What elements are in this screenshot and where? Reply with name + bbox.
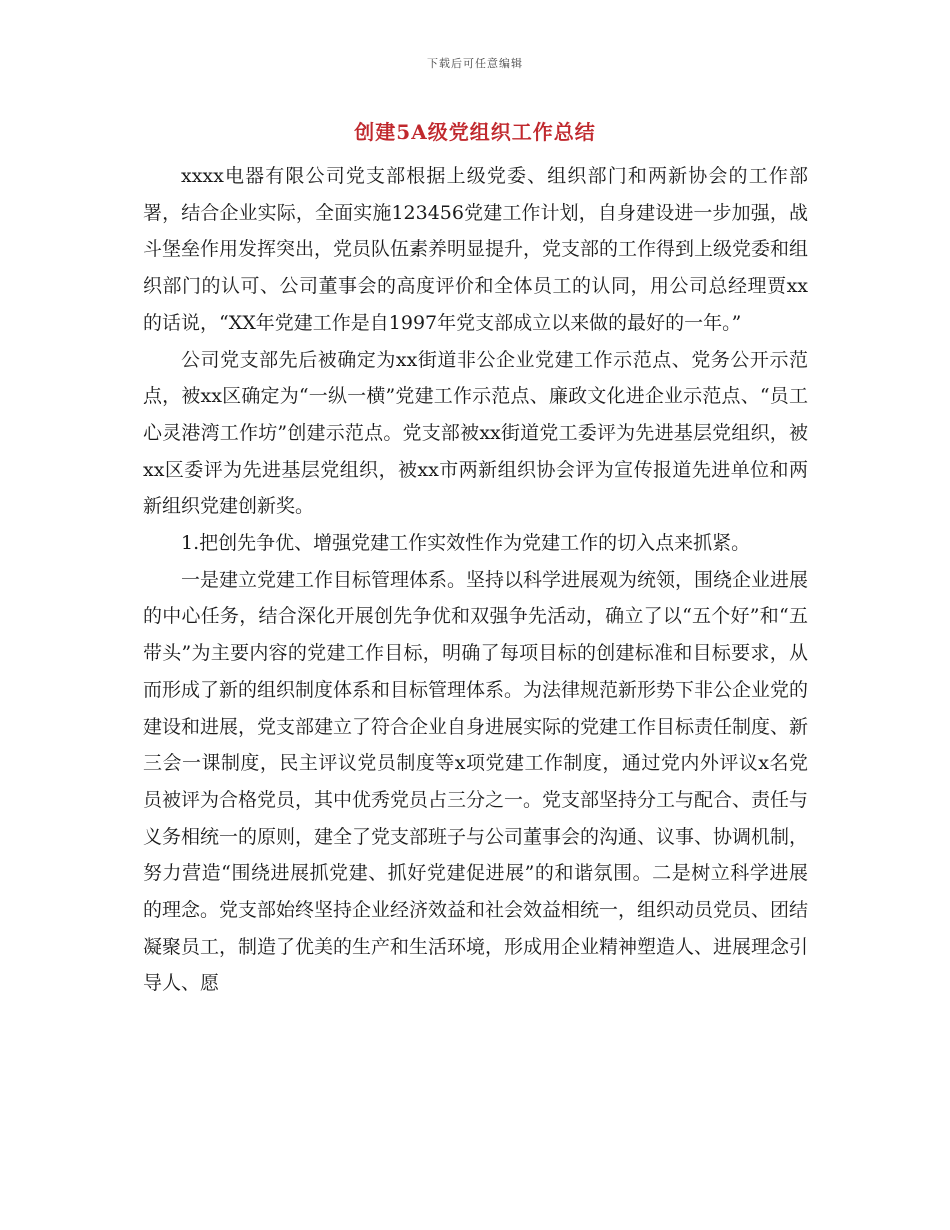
- document-body: [143, 158, 808, 1002]
- header-note: 下载后可任意编辑: [427, 57, 523, 70]
- paragraph-intro: xxxx电器有限公司党支部根据上级党委、组织部门和两新协会的工作部署，结合企业实际，全面实施123456党建工作计划，自身建设进一步加强，战斗堡垒作用发挥突出，党员队伍素养明显提升，党支部的工作得到上级党委和组织部门的认可、公司董事会的高度评价和全体员工的认同，用公司总经理贾xx的话说，“XX年党建工作是自1997年党支部成立以来做的最好的一年。”: [143, 165, 809, 334]
- document-title: 创建5A级党组织工作总结: [354, 120, 596, 144]
- paragraph-section-heading: 1.把创先争优、增强党建工作实效性作为党建工作的切入点来抓紧。: [181, 532, 751, 555]
- paragraph-honors: 公司党支部先后被确定为xx街道非公企业党建工作示范点、党务公开示范点，被xx区确定为“一纵一横”党建工作示范点、廉政文化进企业示范点、“员工心灵港湾工作坊”创建示范点。党支部被xx街道党工委评为先进基层党组织，被xx区委评为先进基层党组织，被xx市两新组织协会评为宣传报道先进单位和两新组织党建创新奖。: [143, 348, 808, 518]
- paragraph-management-system: 一是建立党建工作目标管理体系。坚持以科学进展观为统领，围绕企业进展的中心任务，结合深化开展创先争优和双强争先活动，确立了以“五个好”和“五带头”为主要内容的党建工作目标，明确了每项目标的创建标准和目标要求，从而形成了新的组织制度体系和目标管理体系。为法律规范新形势下非公企业党的建设和进展，党支部建立了符合企业自身进展实际的党建工作目标责任制度、新三会一课制度，民主评议党员制度等x项党建工作制度，通过党内外评议x名党员被评为合格党员，其中优秀党员占三分之一。党支部坚持分工与配合、责任与义务相统一的原则，建全了党支部班子与公司董事会的沟通、议事、协调机制，努力营造“围绕进展抓党建、抓好党建促进展”的和谐氛围。二是树立科学进展的理念。党支部始终坚持企业经济效益和社会效益相统一，组织动员党员、团结凝聚员工，制造了优美的生产和生活环境，形成用企业精神塑造人、进展理念引导人、愿: [143, 568, 809, 995]
